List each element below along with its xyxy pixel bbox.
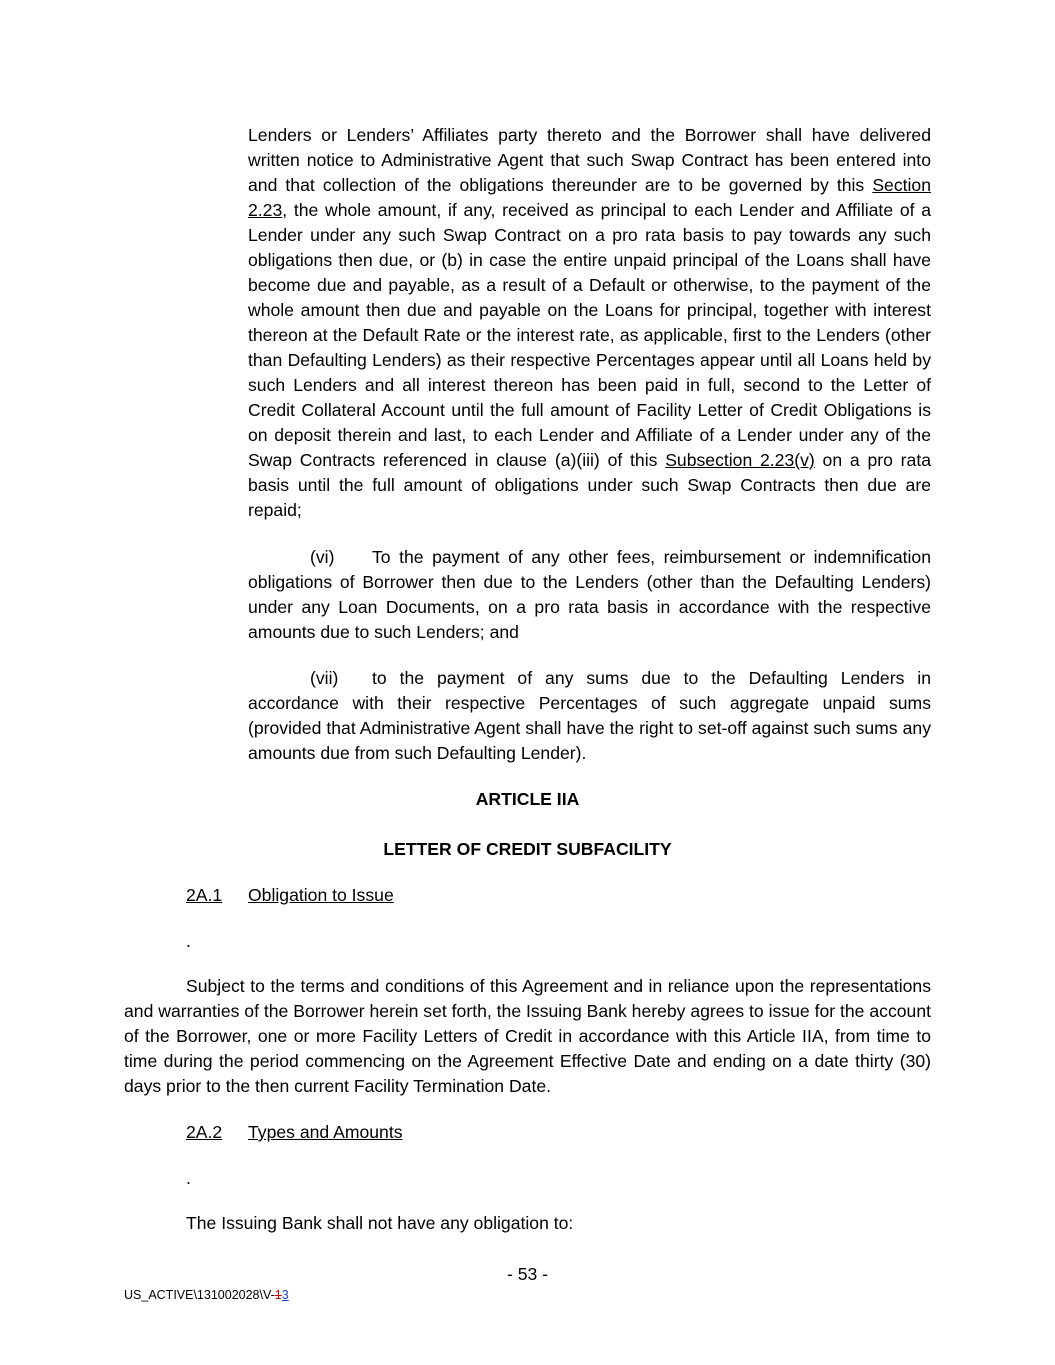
document-id-deleted-version: 1	[274, 1288, 282, 1302]
document-id	[124, 1287, 289, 1303]
clause-vii	[248, 666, 931, 766]
article-subtitle: LETTER OF CREDIT SUBFACILITY	[383, 839, 672, 859]
section-2a2-heading	[186, 1120, 403, 1145]
continuation-text-3: on a pro rata basis until the full amount of obligations under such Swap Contracts then due are repaid;	[248, 450, 931, 520]
section-2a1-title: Obligation to Issue	[248, 885, 394, 905]
section-2a1-body: Subject to the terms and conditions of this Agreement and in reliance upon the representations and warranties of the Borrower herein set forth, the Issuing Bank hereby agrees to issue for the account of the Borrower, one or more Facility Letters of Credit in accordance with this Article IIA, from time to time during the period commencing on the Agreement Effective Date and ending on a date thirty (30) days prior to the then current Facility Termination Date.	[124, 976, 931, 1096]
subsection-reference-link: Subsection 2.23(v)	[665, 450, 815, 470]
clause-vi-text: To the payment of any other fees, reimbursement or indemnification obligations of Borrower then due to the Lenders (other than the Defaulting Lenders) under any Loan Documents, on a pro rata basis in accordance with the respective amounts due to such Lenders; and	[248, 547, 931, 642]
section-2a1-period: .	[186, 931, 191, 951]
clause-vii-number: (vii)	[310, 668, 339, 688]
document-id-inserted-version: 3	[281, 1288, 289, 1302]
page-number: - 53 -	[506, 1264, 549, 1284]
section-2a1-number: 2A.1	[186, 885, 223, 905]
article-title: ARTICLE IIA	[475, 789, 580, 809]
continuation-text-2: , the whole amount, if any, received as principal to each Lender and Affiliate of a Lender under any such Swap Contract on a pro rata basis to pay towards any such obligations then due, or (b) in case the entire unpaid principal of the Loans shall have become due and payable, as a result of a Default or otherwise, to the payment of the whole amount then due and payable on the Loans for principal, together with interest thereon at the Default Rate or the interest rate, as applicable, first to the Lenders (other than Defaulting Lenders) as their respective Percentages appear until all Loans held by such Lenders and all interest thereon has been paid in full, second to the Letter of Credit Collateral Account until the full amount of Facility Letter of Credit Obligations is on deposit therein and last, to each Lender and Affiliate of a Lender under any of the Swap Contracts referenced in clause (a)(iii) of this	[248, 200, 931, 470]
section-2a2-title: Types and Amounts	[248, 1122, 403, 1142]
document-id-prefix: US_ACTIVE\131002028\V-	[124, 1288, 275, 1302]
section-reference-link: Section 2.23	[248, 175, 931, 220]
clause-vii-text: to the payment of any sums due to the Defaulting Lenders in accordance with their respective Percentages of such aggregate unpaid sums (provided that Administrative Agent shall have the right to set-off against such sums any amounts due from such Defaulting Lender).	[248, 668, 931, 763]
clause-vi	[248, 545, 931, 645]
continuation-text-1: Lenders or Lenders’ Affiliates party thereto and the Borrower shall have delivered written notice to Administrative Agent that such Swap Contract has been entered into and that collection of the obligations thereunder are to be governed by this	[248, 125, 931, 195]
section-2a2-period: .	[186, 1168, 191, 1188]
section-2a1-heading	[186, 883, 394, 908]
section-2a2-number: 2A.2	[186, 1122, 223, 1142]
section-2a2-body: The Issuing Bank shall not have any obligation to:	[186, 1213, 574, 1233]
continuation-paragraph	[248, 123, 931, 523]
clause-vi-number: (vi)	[310, 547, 335, 567]
